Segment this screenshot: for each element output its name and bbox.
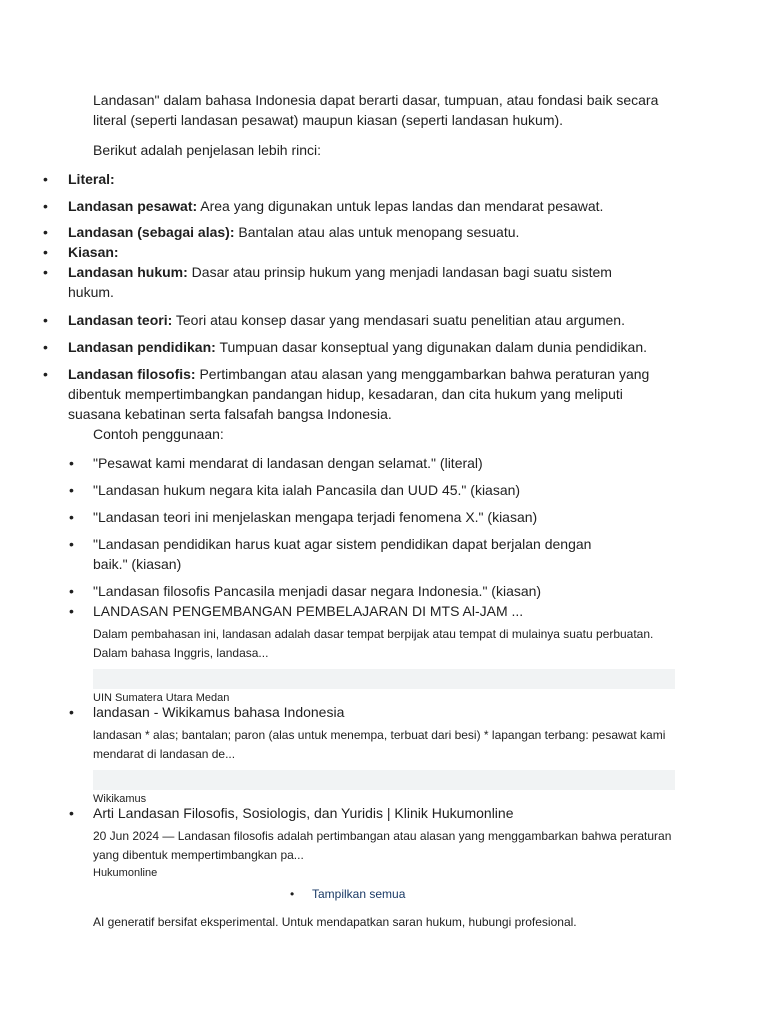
bullet-icon: • xyxy=(69,583,74,599)
bullet-icon: • xyxy=(43,264,48,280)
bullet-icon: • xyxy=(69,509,74,525)
definition-item xyxy=(43,364,668,424)
source-divider-bar xyxy=(93,770,675,790)
definition-item xyxy=(43,337,668,357)
bullet-icon: • xyxy=(69,603,74,619)
bullet-icon: • xyxy=(43,339,48,355)
source-card[interactable] xyxy=(69,601,673,704)
examples-label: Contoh penggunaan: xyxy=(93,426,224,442)
example-item xyxy=(69,480,653,500)
source-site: Wikikamus xyxy=(93,793,147,805)
source-snippet: landasan * alas; bantalan; paron (alas untuk menempa, terbuat dari besi) * lapangan terbang: pesawat kami mendarat di landasan de... xyxy=(93,728,666,761)
definition-item xyxy=(43,222,668,242)
bullet-icon: • xyxy=(290,887,295,901)
bullet-icon: • xyxy=(69,704,74,720)
definition-term: Landasan pesawat: xyxy=(68,198,198,214)
definition-desc: Tumpuan dasar konseptual yang digunakan dalam dunia pendidikan. xyxy=(215,339,648,355)
definition-term: Literal: xyxy=(68,171,115,187)
ai-disclaimer: AI generatif bersifat eksperimental. Untuk mendapatkan saran hukum, hubungi profesional. xyxy=(93,915,577,929)
show-all-link[interactable] xyxy=(290,884,406,904)
definition-term: Landasan filosofis: xyxy=(68,366,196,382)
source-site: Hukumonline xyxy=(93,867,158,879)
source-title-text[interactable]: LANDASAN PENGEMBANGAN PEMBELAJARAN DI MTS Al-JAM ... xyxy=(93,603,524,619)
definition-desc: Bantalan atau alas untuk menopang sesuatu. xyxy=(234,224,520,240)
definition-desc: Teori atau konsep dasar yang mendasari suatu penelitian atau argumen. xyxy=(172,312,625,328)
bullet-icon: • xyxy=(43,366,48,382)
definition-item xyxy=(43,169,668,189)
source-divider-bar xyxy=(93,669,675,689)
source-title-text[interactable]: landasan - Wikikamus bahasa Indonesia xyxy=(93,704,345,720)
definition-term: Landasan teori: xyxy=(68,312,173,328)
example-item xyxy=(69,581,653,601)
source-snippet: Dalam pembahasan ini, landasan adalah dasar tempat berpijak atau tempat di mulainya suatu perbuatan. Dalam bahasa Inggris, landasa... xyxy=(93,627,654,660)
source-card[interactable] xyxy=(69,803,673,879)
definition-term: Kiasan: xyxy=(68,244,119,260)
definition-item xyxy=(43,242,668,262)
bullet-icon: • xyxy=(69,536,74,552)
source-title[interactable] xyxy=(69,702,673,722)
example-item xyxy=(69,453,653,473)
example-text: "Landasan filosofis Pancasila menjadi dasar negara Indonesia." (kiasan) xyxy=(93,583,542,599)
source-card[interactable] xyxy=(69,702,673,805)
definition-item xyxy=(43,310,668,330)
source-title[interactable] xyxy=(69,601,673,621)
bullet-icon: • xyxy=(43,171,48,187)
definition-item xyxy=(43,196,668,216)
source-snippet: 20 Jun 2024 — Landasan filosofis adalah pertimbangan atau alasan yang menggambarkan bahwa peraturan yang dibentuk mempertimbangkan pa... xyxy=(93,829,672,862)
definition-term: Landasan pendidikan: xyxy=(68,339,216,355)
definition-desc: Pertimbangan atau alasan yang menggambarkan bahwa peraturan yang dibentuk mempertimbangkan pandangan hidup, kesadaran, dan cita hukum yang meliputi suasana kebatinan serta falsafah bangsa Indonesia. xyxy=(68,366,650,422)
bullet-icon: • xyxy=(43,244,48,260)
example-text: "Pesawat kami mendarat di landasan dengan selamat." (literal) xyxy=(93,455,483,471)
bullet-icon: • xyxy=(43,312,48,328)
source-site: UIN Sumatera Utara Medan xyxy=(93,692,230,704)
example-text: "Landasan teori ini menjelaskan mengapa terjadi fenomena X." (kiasan) xyxy=(93,509,538,525)
example-item xyxy=(69,507,653,527)
definition-term: Landasan (sebagai alas): xyxy=(68,224,235,240)
source-title[interactable] xyxy=(69,803,673,823)
example-item xyxy=(69,534,613,574)
definition-desc: Area yang digunakan untuk lepas landas dan mendarat pesawat. xyxy=(197,198,604,214)
intro-paragraph: Landasan" dalam bahasa Indonesia dapat berarti dasar, tumpuan, atau fondasi baik secara literal (seperti landasan pesawat) maupun kiasan (seperti landasan hukum). xyxy=(93,92,659,128)
source-title-text[interactable]: Arti Landasan Filosofis, Sosiologis, dan Yuridis | Klinik Hukumonline xyxy=(93,805,514,821)
bullet-icon: • xyxy=(43,224,48,240)
bullet-icon: • xyxy=(69,455,74,471)
example-text: "Landasan hukum negara kita ialah Pancasila dan UUD 45." (kiasan) xyxy=(93,482,521,498)
lead-paragraph: Berikut adalah penjelasan lebih rinci: xyxy=(93,142,322,158)
definition-term: Landasan hukum: xyxy=(68,264,188,280)
bullet-icon: • xyxy=(69,482,74,498)
definition-desc: Dasar atau prinsip hukum yang menjadi landasan bagi suatu sistem hukum. xyxy=(68,264,612,300)
example-text: "Landasan pendidikan harus kuat agar sistem pendidikan dapat berjalan dengan baik." (kiasan) xyxy=(93,536,592,572)
show-all-label[interactable]: Tampilkan semua xyxy=(312,887,406,901)
bullet-icon: • xyxy=(43,198,48,214)
definition-item xyxy=(43,262,638,302)
bullet-icon: • xyxy=(69,805,74,821)
